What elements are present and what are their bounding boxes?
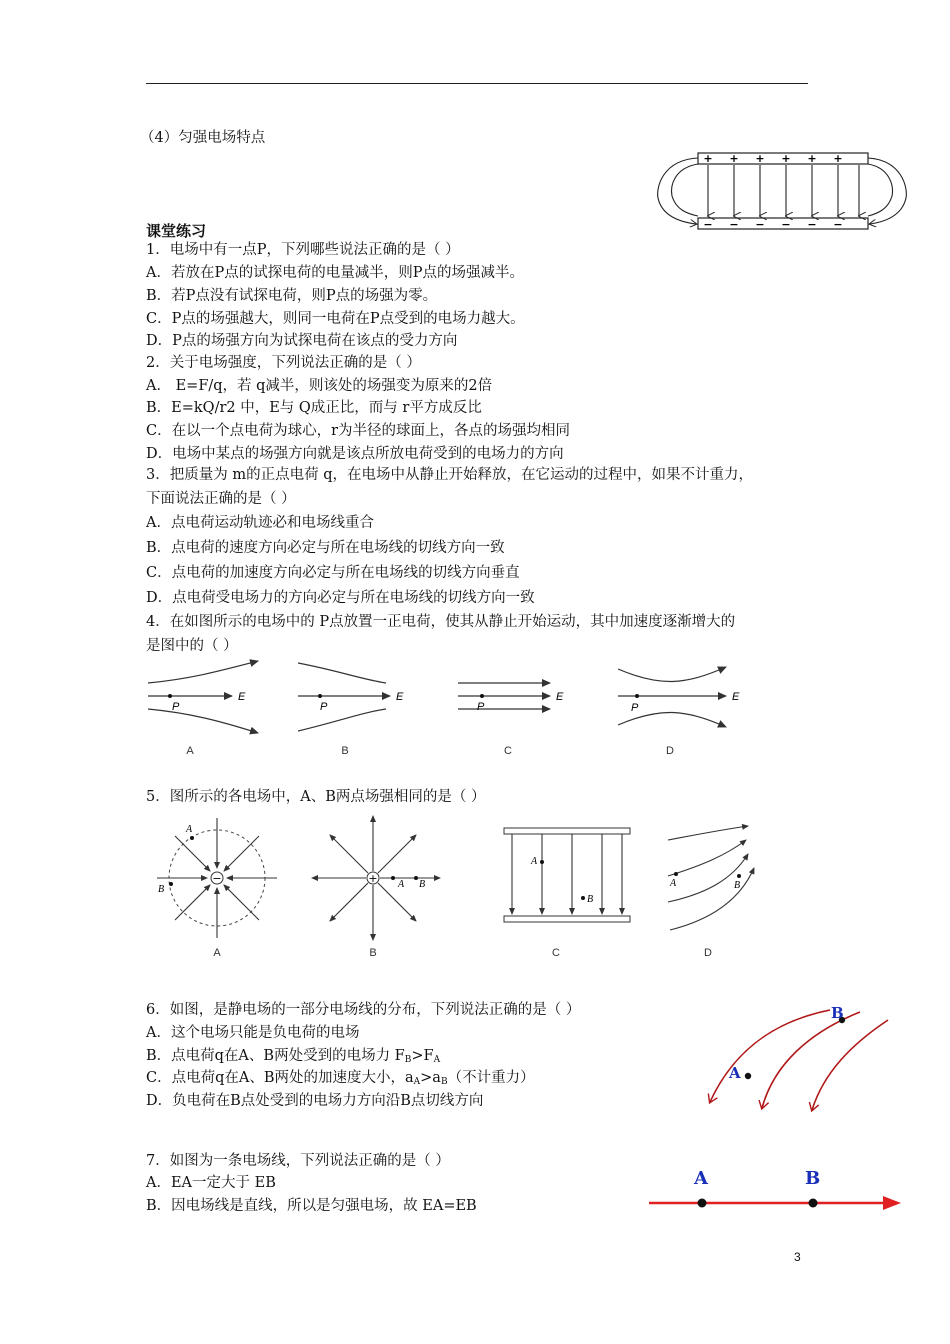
q6-option-c: C．点电荷q在A、B两处的加速度大小，$a_A>a_B$（不计重力）	[146, 1070, 535, 1087]
minus-sign: −	[833, 218, 843, 231]
q7-option-a: A．EA一定大于 EB	[146, 1175, 276, 1191]
q1-option-a: A．若放在P点的试探电荷的电量减半，则P点的场强减半。	[146, 265, 524, 281]
point-a	[391, 876, 395, 880]
point-p	[318, 694, 322, 698]
point-a-label: A	[729, 1064, 741, 1082]
point-p	[635, 694, 639, 698]
uniform-field-diagram	[652, 148, 912, 234]
minus-sign: −	[755, 218, 765, 231]
q3-stem-line2: 下面说法正确的是（ ）	[146, 491, 296, 507]
point-a	[540, 860, 544, 864]
point-a	[674, 872, 678, 876]
point-a-label: A	[670, 878, 677, 889]
point-a-label: A	[694, 1168, 708, 1189]
point-p	[480, 694, 484, 698]
q2-option-b: B．E=kQ/r2 中，E与 Q成正比，而与 r平方成反比	[146, 400, 482, 416]
q2-option-a: A． E=F/q，若 q减半，则该处的场强变为原来的2倍	[146, 378, 493, 394]
q2-option-c: C．在以一个点电荷为球心，r为半径的球面上，各点的场强均相同	[146, 423, 571, 439]
point-b-label: B	[419, 879, 426, 890]
plus-sign: +	[755, 152, 765, 165]
point-a	[745, 1073, 751, 1079]
q2-option-d: D．电场中某点的场强方向就是该点所放电荷受到的电场力的方向	[146, 446, 564, 462]
minus-sign: −	[781, 218, 791, 231]
fig-label-b: B	[369, 947, 377, 959]
q3-option-b: B．点电荷的速度方向必定与所在电场线的切线方向一致	[146, 540, 505, 556]
point-p	[168, 694, 172, 698]
q3-option-d: D．点电荷受电场力的方向必定与所在电场线的切线方向一致	[146, 590, 535, 606]
q5-stem: 5．图所示的各电场中，A、B两点场强相同的是（ ）	[146, 789, 486, 805]
plus-sign: +	[833, 152, 843, 165]
q4-figures	[140, 655, 770, 765]
q3-option-a: A．点电荷运动轨迹必和电场线重合	[146, 515, 374, 531]
p-label: P	[320, 701, 328, 713]
point-b	[581, 896, 585, 900]
point-a-label: A	[531, 856, 538, 867]
point-a	[190, 836, 194, 840]
q1-option-b: B．若P点没有试探电荷，则P点的场强为零。	[146, 288, 438, 304]
header-rule	[146, 83, 808, 84]
q6-option-b: B．点电荷q在A、B两处受到的电场力 $F_B>F_A$	[146, 1048, 441, 1065]
fig-label-d: D	[666, 745, 674, 757]
q4-stem-line1: 4．在如图所示的电场中的 P点放置一正电荷，使其从静止开始运动，其中加速度逐渐增大的	[146, 614, 736, 630]
q4-stem-line2: 是图中的（ ）	[146, 638, 238, 654]
q1-option-d: D．P点的场强方向为试探电荷在该点的受力方向	[146, 333, 458, 349]
e-label: E	[238, 691, 246, 703]
point-b	[414, 876, 418, 880]
point-a-label: A	[186, 824, 193, 835]
minus-sign: −	[807, 218, 817, 231]
fig-label-a: A	[213, 947, 221, 959]
e-label: E	[396, 691, 404, 703]
q3-option-c: C．点电荷的加速度方向必定与所在电场线的切线方向垂直	[146, 565, 520, 581]
e-label: E	[732, 691, 740, 703]
p-label: P	[477, 701, 485, 713]
q7-option-b: B．因电场线是直线，所以是匀强电场，故 EA=EB	[146, 1198, 477, 1214]
minus-sign: −	[729, 218, 739, 231]
q1-stem: 1．电场中有一点P，下列哪些说法正确的是（ ）	[146, 242, 460, 258]
point-b	[809, 1199, 818, 1208]
point-b	[737, 874, 741, 878]
point-b	[169, 882, 173, 886]
plus-sign: +	[729, 152, 739, 165]
point-b-label: B	[805, 1168, 821, 1189]
section-title: （4）匀强电场特点	[140, 130, 266, 146]
fig-label-b: B	[341, 745, 349, 757]
q6-figure	[690, 996, 900, 1114]
e-label: E	[556, 691, 564, 703]
p-label: P	[172, 701, 180, 713]
q6-option-d: D．负电荷在B点处受到的电场力方向沿B点切线方向	[146, 1093, 484, 1109]
q5-figures	[140, 810, 780, 960]
point-b-label: B	[831, 1004, 844, 1022]
fig-label-a: A	[186, 745, 194, 757]
minus-sign: −	[703, 218, 713, 231]
fig-label-c: C	[552, 947, 560, 959]
q6-option-a: A．这个电场只能是负电荷的电场	[146, 1025, 360, 1041]
q2-stem: 2．关于电场强度，下列说法正确的是（ ）	[146, 355, 421, 371]
point-a	[698, 1199, 707, 1208]
fig-label-d: D	[704, 947, 712, 959]
q1-option-c: C．P点的场强越大，则同一电荷在P点受到的电场力越大。	[146, 311, 525, 327]
plus-sign: +	[807, 152, 817, 165]
plus-sign: +	[703, 152, 713, 165]
point-b-label: B	[587, 894, 594, 905]
plus-sign: +	[781, 152, 791, 165]
page-number: 3	[794, 1250, 801, 1264]
point-b-label: B	[734, 880, 741, 891]
practice-heading: 课堂练习	[146, 222, 207, 240]
q3-stem-line1: 3．把质量为 m的正点电荷 q，在电场中从静止开始释放，在它运动的过程中，如果不计重力，	[146, 467, 753, 483]
neg-charge-sign: −	[212, 872, 222, 885]
fig-label-c: C	[504, 745, 512, 757]
p-label: P	[631, 702, 639, 714]
pos-charge-sign: +	[368, 872, 378, 885]
q7-stem: 7．如图为一条电场线，下列说法正确的是（ ）	[146, 1153, 450, 1169]
point-b-label: B	[158, 884, 165, 895]
q7-figure	[645, 1160, 907, 1222]
q6-stem: 6．如图，是静电场的一部分电场线的分布，下列说法正确的是（ ）	[146, 1002, 581, 1018]
point-a-label: A	[398, 879, 405, 890]
